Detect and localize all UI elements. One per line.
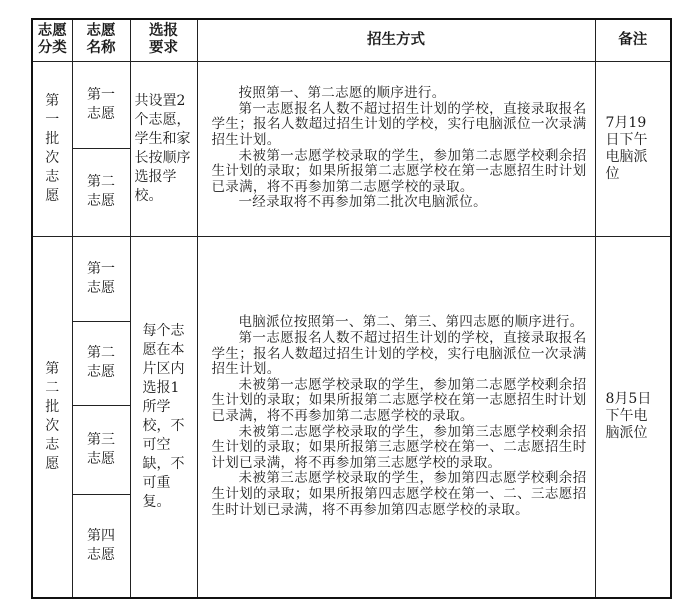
batch2-method-p5: 未被第三志愿学校录取的学生，参加第四志愿学校剩余招生计划的录取；如果所报第四志愿学校在第一、二、三志愿招生时计划已录满，将不再参加第四志愿学校的录取。 xyxy=(211,470,587,518)
batch1-volunteer-1: 第一志愿 xyxy=(72,61,130,148)
batch2-volunteer-1: 第一志愿 xyxy=(72,236,130,321)
batch1-row-1 xyxy=(32,61,671,148)
batch1-method-p1: 按照第一、第二志愿的顺序进行。 xyxy=(238,85,446,102)
batch1-method xyxy=(197,61,595,236)
batch2-method-p2: 第一志愿报名人数不超过招生计划的学校，直接录取报名学生；报名人数超过招生计划的学校，实行电脑派位一次录满招生计划。 xyxy=(211,329,587,378)
batch2-method-p3: 未被第一志愿学校录取的学生，参加第二志愿学校剩余招生计划的录取；如果所报第二志愿学校在第一志愿招生时计划已录满，将不再参加第二志愿学校的录取。 xyxy=(211,376,587,424)
batch2-row-1 xyxy=(32,236,671,321)
header-method: 招生方式 xyxy=(197,19,595,61)
batch2-note: 8月5日下午电脑派位 xyxy=(595,236,671,598)
batch2-method-p1: 电脑派位按照第一、第二、第三、第四志愿的顺序进行。 xyxy=(238,314,584,331)
header-category: 志愿分类 xyxy=(32,19,72,61)
batch1-note: 7月19日下午电脑派位 xyxy=(595,61,671,236)
batch2-volunteer-2: 第二志愿 xyxy=(72,321,130,405)
batch1-method-p4: 一经录取将不再参加第二批次电脑派位。 xyxy=(238,194,487,211)
batch2-method-p4: 未被第二志愿学校录取的学生，参加第三志愿学校剩余招生计划的录取；如果所报第三志愿学校在第一、二志愿招生时计划已录满，将不再参加第三志愿学校的录取。 xyxy=(211,423,587,471)
batch1-category: 第一批次志愿 xyxy=(32,61,72,236)
header-note: 备注 xyxy=(595,19,671,61)
batch1-requirement: 共设置2个志愿，学生和家长按顺序选报学校。 xyxy=(130,61,197,236)
batch1-volunteer-2: 第二志愿 xyxy=(72,148,130,236)
batch1-method-p2: 第一志愿报名人数不超过招生计划的学校，直接录取报名学生；报名人数超过招生计划的学校，实行电脑派位一次录满招生计划。 xyxy=(211,100,587,148)
header-row xyxy=(32,19,671,61)
header-name: 志愿名称 xyxy=(72,19,130,61)
batch2-requirement: 每个志愿在本片区内选报1所学校，不可空缺，不可重复。 xyxy=(130,236,197,598)
batch2-volunteer-4: 第四志愿 xyxy=(72,494,130,598)
batch2-volunteer-3: 第三志愿 xyxy=(72,405,130,494)
batch2-method xyxy=(197,236,595,598)
volunteer-table xyxy=(31,18,672,599)
header-requirement: 选报要求 xyxy=(130,19,197,61)
batch2-category: 第二批次志愿 xyxy=(32,236,72,598)
batch1-method-p3: 未被第一志愿学校录取的学生，参加第二志愿学校剩余招生计划的录取；如果所报第二志愿学校在第一志愿招生时计划已录满，将不再参加第二志愿学校的录取。 xyxy=(211,147,587,195)
